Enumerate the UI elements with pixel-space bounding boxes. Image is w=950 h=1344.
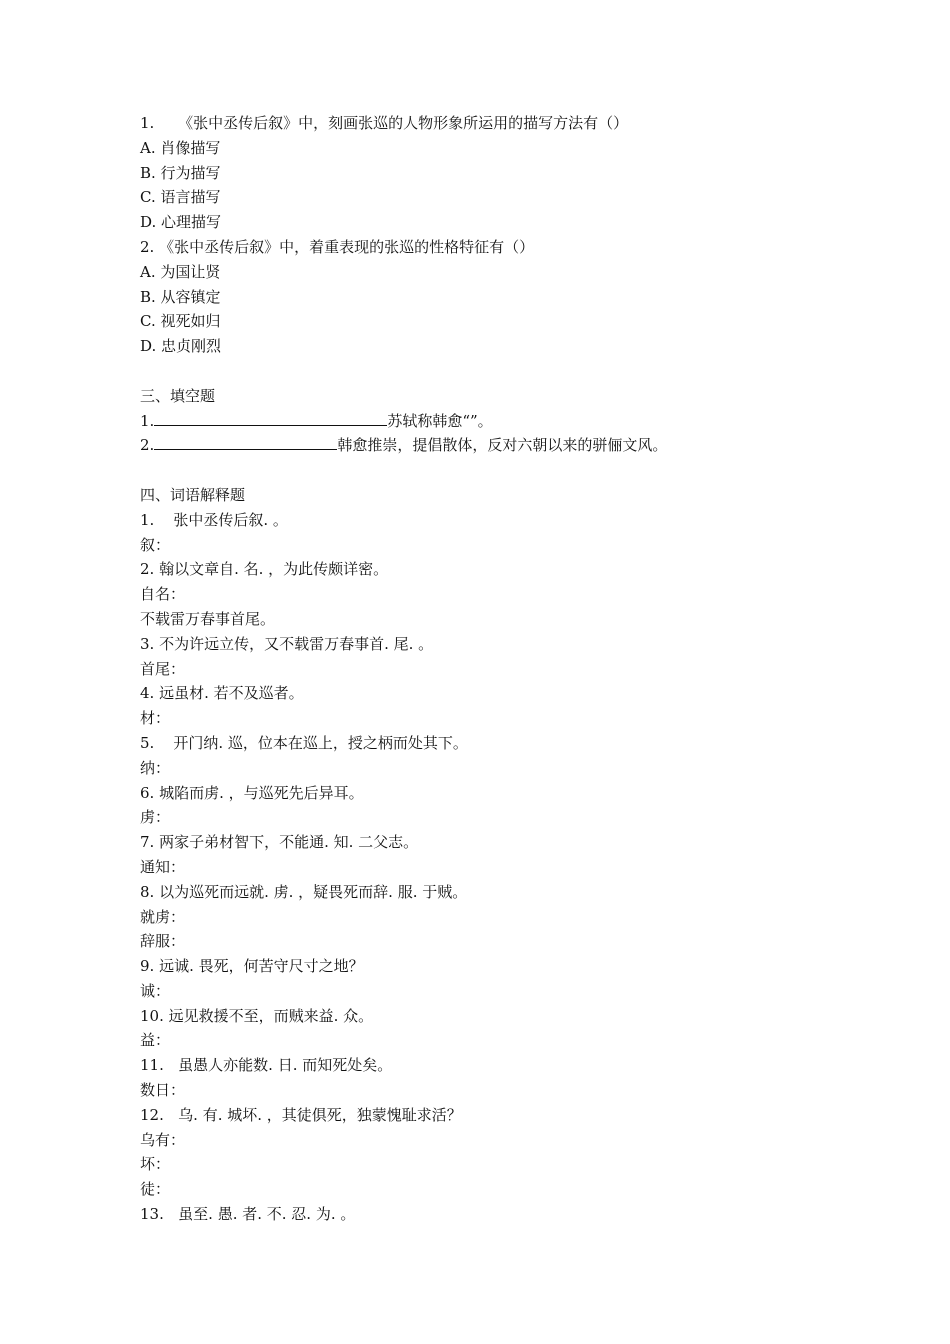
vocab-line: 12. 乌. 有. 城坏. ，其徒俱死，独蒙愧耻求活？ [140,1105,462,1124]
vocab-line: 诚： [140,981,171,1000]
question-2-option-c: C. 视死如归 [140,312,221,331]
vocab-line: 5. 开门纳. 巡，位本在巡上，授之柄而处其下。 [140,733,468,752]
vocab-heading: 四、词语解释题 [140,485,246,504]
question-2-option-d: D. 忠贞刚烈 [140,337,222,356]
question-2-option-a: A. 为国让贤 [140,262,221,281]
fill-blank-1-number: 1. [140,411,155,430]
vocab-line: 纳： [140,758,171,777]
vocab-line: 10. 远见救援不至，而贼来益. 众。 [140,1006,374,1025]
question-1-option-c: C. 语言描写 [140,188,221,207]
fill-blank-2-answer-line[interactable] [154,434,337,450]
vocab-list [140,508,840,1227]
question-1-option-d: D. 心理描写 [140,213,222,232]
vocab-line: 乌有： [140,1130,186,1149]
question-1-text: 1. 《张中丞传后叙》中，刻画张巡的人物形象所运用的描写方法有（） [140,114,629,132]
vocab-line: 11. 虽愚人亦能数. 日. 而知死处矣。 [140,1056,393,1075]
fill-blank-question-1 [140,409,840,434]
vocab-line: 1. 张中丞传后叙. 。 [140,510,288,529]
vocab-line: 就虏： [140,907,186,926]
fill-blank-question-2 [140,433,840,458]
vocab-line: 徒： [140,1180,171,1199]
vocab-line: 自名： [140,585,186,604]
vocab-line: 数日： [140,1081,186,1100]
fill-blank-2-text: 韩愈推崇，提倡散体，反对六朝以来的骈俪文风。 [337,436,668,455]
vocab-line: 2. 翰以文章自. 名. ，为此传颇详密。 [140,560,389,579]
question-2-text: 2. 《张中丞传后叙》中，着重表现的张巡的性格特征有（） [140,237,535,256]
fill-blank-2-number: 2. [140,436,155,455]
vocab-line: 益： [140,1031,171,1050]
spacer [140,458,840,483]
question-1-option-b: B. 行为描写 [140,163,221,182]
fill-blank-heading: 三、填空题 [140,386,216,405]
vocab-line: 不载雷万春事首尾。 [140,609,276,628]
vocab-line: 9. 远诚. 畏死，何苦守尺寸之地？ [140,957,364,976]
spacer [140,359,840,384]
vocab-line: 13. 虽至. 愚. 者. 不. 忍. 为. 。 [140,1205,356,1224]
question-2-option-b: B. 从容镇定 [140,287,221,306]
vocab-line: 3. 不为许远立传，又不载雷万春事首. 尾. 。 [140,634,434,653]
vocab-line: 通知： [140,857,186,876]
vocab-line: 7. 两家子弟材智下，不能通. 知. 二父志。 [140,833,419,852]
vocab-line: 8. 以为巡死而远就. 虏. ，疑畏死而辞. 服. 于贼。 [140,882,468,901]
vocab-line: 虏： [140,808,171,827]
document-page [140,111,840,1227]
question-1-option-a: A. 肖像描写 [140,138,221,157]
vocab-line: 叙： [140,535,171,554]
vocab-line: 坏： [140,1155,171,1174]
fill-blank-1-answer-line[interactable] [154,410,387,426]
vocab-line: 首尾： [140,659,186,678]
vocab-line: 6. 城陷而虏. ，与巡死先后异耳。 [140,783,364,802]
vocab-line: 4. 远虽材. 若不及巡者。 [140,684,304,703]
vocab-line: 辞服： [140,932,186,951]
vocab-line: 材： [140,709,171,728]
fill-blank-1-text: 苏轼称韩愈“”。 [387,411,493,430]
